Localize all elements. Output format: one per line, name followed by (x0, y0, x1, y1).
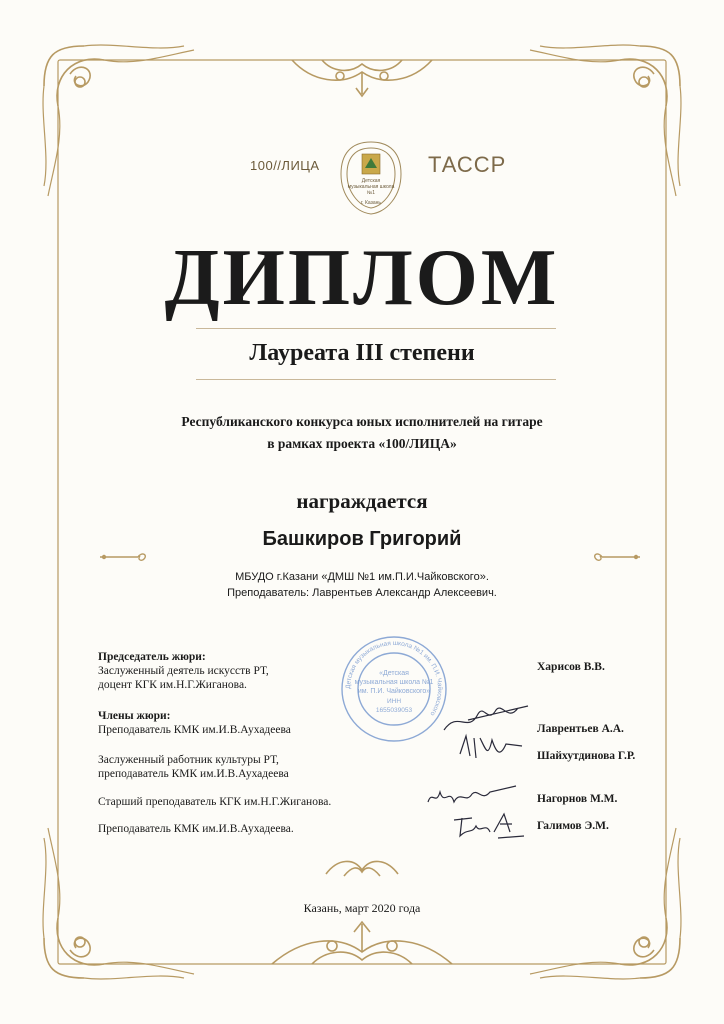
jury-chair-block (98, 650, 269, 692)
contest-line-1: Республиканского конкурса юных исполнителей на гитаре (181, 414, 543, 429)
logos-row (0, 130, 724, 220)
stamp-inner-1: «Детская (379, 670, 409, 677)
contest-line-2: в рамках проекта «100/ЛИЦА» (267, 436, 457, 451)
crest-caption-3: №1 (366, 190, 376, 196)
jury-members-heading-block (98, 709, 291, 737)
title-rule-bottom (196, 379, 556, 380)
member-2-title-1: Заслуженный работник культуры РТ, (98, 754, 279, 766)
diploma-subtitle: Лауреата III степени (249, 340, 475, 366)
logo-100-litsa: 100//ЛИЦА (250, 158, 320, 173)
stamp-inn-value: 1655039053 (375, 707, 413, 714)
right-divider-ornament (592, 549, 642, 565)
signature-shaikhutdinova (456, 730, 526, 764)
issue-place-date: Казань, март 2020 года (303, 901, 421, 915)
bottom-center-ornament (272, 922, 452, 964)
chair-title-2: доцент КГК им.Н.Г.Жиганова. (98, 679, 247, 691)
diploma-title: ДИПЛОМ (164, 234, 560, 322)
title-rule-top (196, 328, 556, 329)
stamp-inner-2: музыкальная школа №1 (354, 679, 434, 686)
logo-tassr: ТАССР (428, 152, 507, 177)
signature-galimov (448, 808, 528, 842)
school-crest-logo (335, 138, 407, 218)
stamp-ring-text: Детская музыкальная школа №1 им. П.И. Чайковского (344, 639, 444, 717)
member-3-block (98, 795, 331, 809)
left-divider-ornament (98, 549, 148, 565)
school-line-1: МБУДО г.Казани «ДМШ №1 им.П.И.Чайковского». (235, 571, 489, 583)
chair-title-1: Заслуженный деятель искусств РТ, (98, 665, 269, 677)
school-info (0, 569, 724, 601)
chair-name: Харисов В.В. (537, 661, 605, 673)
crest-icon (335, 138, 407, 218)
member-3-title: Старший преподаватель КГК им.Н.Г.Жиганова. (98, 796, 332, 808)
member-4-block (98, 822, 294, 836)
member-4-title: Преподаватель КМК им.И.В.Аухадеева. (98, 823, 294, 835)
members-heading: Члены жюри: (98, 710, 171, 722)
member-4-name: Галимов Э.М. (537, 820, 609, 832)
bottom-mid-flourish (326, 861, 398, 876)
crest-caption-4: г. Казань (360, 200, 382, 206)
member-1-title: Преподаватель КМК им.И.В.Аухадеева (98, 724, 291, 736)
member-1-name: Лаврентьев А.А. (537, 723, 624, 735)
teacher-line: Преподаватель: Лаврентьев Александр Алексеевич. (227, 587, 497, 599)
top-center-ornament (292, 60, 432, 96)
contest-description (0, 411, 724, 455)
member-2-title-2: преподаватель КМК им.И.В.Аухадеева (98, 768, 289, 780)
chair-heading: Председатель жюри: (98, 651, 206, 663)
stamp-inn-label: ИНН (386, 698, 402, 705)
stamp-inner-3: им. П.И. Чайковского» (357, 688, 431, 695)
crest-caption-1: Детская (361, 178, 381, 184)
member-2-block (98, 753, 289, 781)
school-stamp (340, 635, 448, 743)
member-3-name: Нагорнов М.М. (537, 793, 618, 805)
member-2-name: Шайхутдинова Г.Р. (537, 750, 636, 762)
crest-caption-2: музыкальная школа (347, 184, 395, 190)
awarded-label: награждается (296, 489, 428, 513)
recipient-name: Башкиров Григорий (262, 528, 462, 550)
